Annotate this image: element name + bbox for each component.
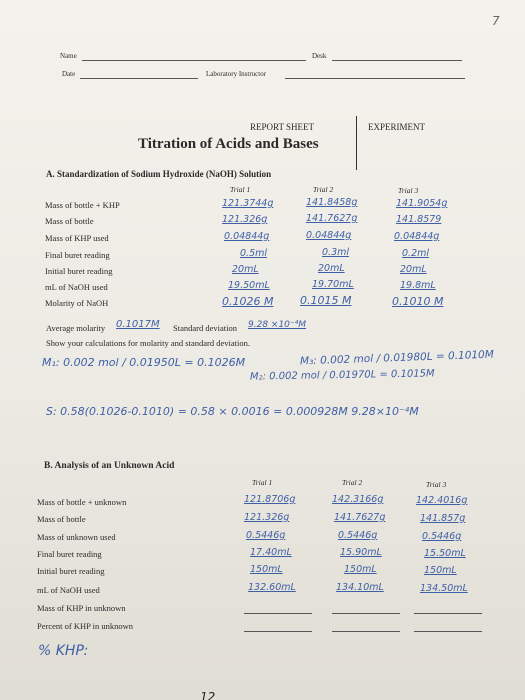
average-molarity-label: Average molarity bbox=[46, 323, 106, 333]
a-value: 141.8458g bbox=[306, 197, 358, 208]
b-value: 0.5446g bbox=[338, 530, 378, 541]
name-label: Name bbox=[60, 52, 77, 60]
instructor-label: Laboratory Instructor bbox=[206, 70, 267, 78]
average-molarity-value: 0.1017M bbox=[116, 319, 160, 330]
b-row-label: Mass of unknown used bbox=[37, 532, 116, 542]
section-b-title: B. Analysis of an Unknown Acid bbox=[44, 461, 175, 471]
experiment-label: EXPERIMENT bbox=[368, 122, 425, 132]
b-value: 141.857g bbox=[420, 513, 466, 524]
calc-m3: M₃: 0.002 mol / 0.01980L = 0.1010M bbox=[299, 348, 495, 368]
report-sheet-label: REPORT SHEET bbox=[250, 122, 315, 132]
desk-line bbox=[332, 60, 462, 61]
page-title: Titration of Acids and Bases bbox=[138, 136, 319, 152]
calc-std: S: 0.58(0.1026-0.1010) = 0.58 × 0.0016 = 0.000928M 9.28×10⁻⁴M bbox=[46, 405, 419, 418]
b-row-label: Percent of KHP in unknown bbox=[37, 621, 134, 631]
section-a-trial-2: Trial 2 bbox=[313, 185, 334, 194]
b-blank-line bbox=[244, 613, 312, 614]
a-value: 0.2ml bbox=[402, 248, 430, 259]
b-value: 15.90mL bbox=[340, 547, 382, 558]
a-row-label: Mass of bottle + KHP bbox=[45, 200, 120, 210]
a-value: 19.8mL bbox=[400, 280, 436, 291]
a-row-label: Final buret reading bbox=[45, 250, 110, 260]
b-value: 150mL bbox=[250, 564, 283, 575]
b-value: 132.60mL bbox=[248, 582, 296, 593]
b-blank-line bbox=[332, 613, 400, 614]
date-line bbox=[80, 78, 198, 79]
a-value: 121.326g bbox=[222, 214, 268, 225]
section-b-trial-3: Trial 3 bbox=[426, 480, 447, 489]
a-row-label: Initial buret reading bbox=[45, 266, 113, 276]
a-value: 121.3744g bbox=[222, 198, 274, 209]
a-value: 0.04844g bbox=[306, 230, 352, 241]
a-value: 141.9054g bbox=[396, 198, 448, 209]
section-a-title: A. Standardization of Sodium Hydroxide (NaOH) Solution bbox=[46, 169, 272, 179]
b-blank-line bbox=[414, 613, 482, 614]
a-value: 19.50mL bbox=[228, 280, 270, 291]
b-row-label: Mass of bottle bbox=[37, 514, 86, 524]
b-row-label: Final buret reading bbox=[37, 549, 102, 559]
a-value: 0.1015 M bbox=[300, 294, 352, 307]
b-value: 121.8706g bbox=[244, 494, 296, 505]
a-value: 20mL bbox=[400, 264, 427, 275]
date-label: Date bbox=[62, 70, 76, 78]
report-divider bbox=[356, 116, 357, 170]
a-value: 0.04844g bbox=[394, 231, 440, 242]
b-value: 142.4016g bbox=[416, 495, 468, 506]
a-row-label: mL of NaOH used bbox=[45, 282, 108, 292]
a-value: 20mL bbox=[318, 263, 345, 274]
b-value: 134.10mL bbox=[336, 582, 384, 593]
b-value: 141.7627g bbox=[334, 512, 386, 523]
percent-khp-note: % KHP: bbox=[38, 643, 89, 659]
b-value: 142.3166g bbox=[332, 494, 384, 505]
b-value: 17.40mL bbox=[250, 547, 292, 558]
section-a-trial-3: Trial 3 bbox=[398, 186, 419, 195]
a-row-label: Molarity of NaOH bbox=[45, 298, 109, 308]
section-a-trial-1: Trial 1 bbox=[230, 185, 251, 194]
b-blank-line bbox=[414, 631, 482, 632]
a-value: 0.1010 M bbox=[392, 295, 444, 308]
page-number: 12 bbox=[200, 690, 216, 700]
section-b-trial-2: Trial 2 bbox=[342, 478, 363, 487]
a-value: 0.1026 M bbox=[222, 295, 274, 308]
a-value: 0.5ml bbox=[240, 248, 268, 259]
b-value: 150mL bbox=[344, 564, 377, 575]
b-row-label: Mass of bottle + unknown bbox=[37, 497, 127, 507]
b-value: 0.5446g bbox=[422, 531, 462, 542]
b-value: 134.50mL bbox=[420, 583, 468, 594]
std-deviation-value: 9.28 ×10⁻⁴M bbox=[248, 320, 307, 330]
b-value: 121.326g bbox=[244, 512, 290, 523]
b-row-label: mL of NaOH used bbox=[37, 585, 100, 595]
b-value: 0.5446g bbox=[246, 530, 286, 541]
section-b-trial-1: Trial 1 bbox=[252, 478, 273, 487]
a-value: 0.3ml bbox=[322, 247, 350, 258]
calc-m1: M₁: 0.002 mol / 0.01950L = 0.1026M bbox=[42, 356, 246, 369]
a-value: 141.7627g bbox=[306, 213, 358, 224]
std-deviation-label: Standard deviation bbox=[173, 323, 237, 333]
a-value: 141.8579 bbox=[396, 214, 442, 225]
a-value: 19.70mL bbox=[312, 279, 354, 290]
a-row-label: Mass of KHP used bbox=[45, 233, 109, 243]
b-blank-line bbox=[244, 631, 312, 632]
name-line bbox=[82, 60, 306, 61]
a-value: 0.04844g bbox=[224, 231, 270, 242]
a-row-label: Mass of bottle bbox=[45, 216, 94, 226]
calc-m2: M₂: 0.002 mol / 0.01970L = 0.1015M bbox=[249, 368, 435, 383]
corner-mark: 7 bbox=[492, 14, 500, 28]
show-calculations-label: Show your calculations for molarity and standard deviation. bbox=[46, 338, 250, 348]
b-row-label: Mass of KHP in unknown bbox=[37, 603, 126, 613]
desk-label: Desk bbox=[312, 52, 327, 60]
b-blank-line bbox=[332, 631, 400, 632]
b-row-label: Initial buret reading bbox=[37, 566, 105, 576]
b-value: 150mL bbox=[424, 565, 457, 576]
instructor-line bbox=[285, 78, 465, 79]
b-value: 15.50mL bbox=[424, 548, 466, 559]
a-value: 20mL bbox=[232, 264, 259, 275]
